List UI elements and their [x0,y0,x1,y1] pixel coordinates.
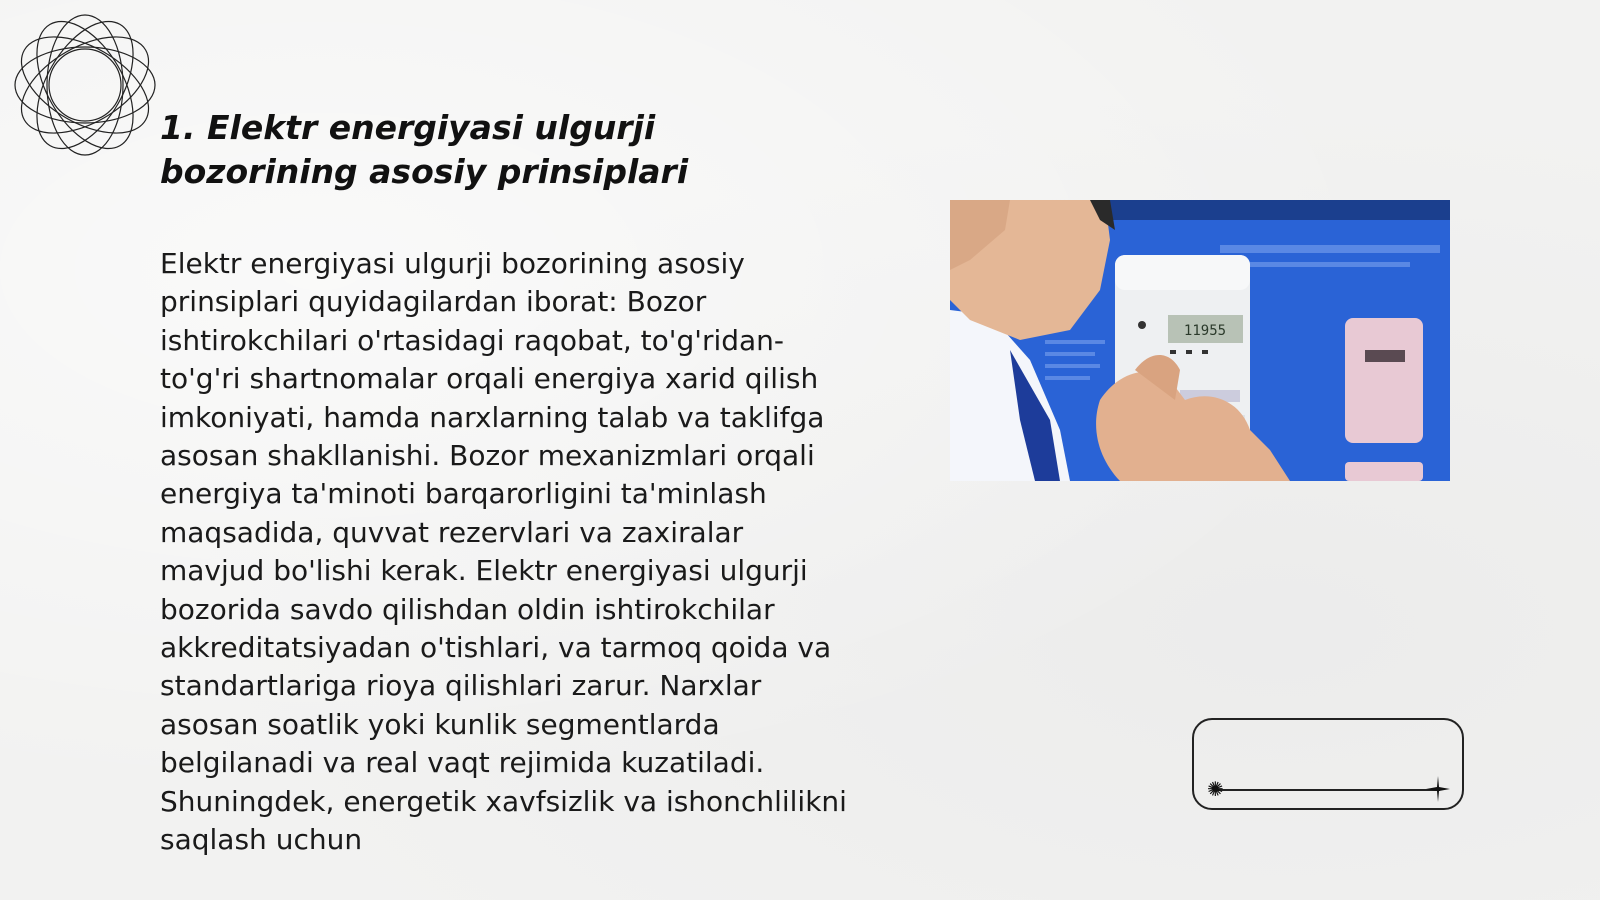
slider-start-glyph: ✺ [1207,777,1224,801]
meter-display: 11955 [1183,323,1227,339]
sparkle-icon [1426,776,1450,802]
slider-track[interactable] [1216,789,1440,791]
slide-title: 1. Elektr energiyasi ulgurji bozorining asosiy prinsiplari [160,108,689,191]
slide-body-text: Elektr energiyasi ulgurji bozorining asosiy prinsiplari quyidagilardan iborat: Bozor ishtirokchilari o'rtasidagi raqobat, to'g'ridan-to'g'ri shartnomalar orqali energiya xarid qilish imkoniyati, hamda narxlarning talab va taklifga asosan shakllanishi. Bozor mexanizmlari orqali energiya ta'minoti barqarorligini ta'minlash maqsadida, quvvat rezervlari va zaxiralar mavjud bo'lishi kerak. Elektr energiyasi ulgurji bozorida savdo qilishdan oldin ishtirokchilar akkreditatsiyadan o'tishlari, va tarmoq qoida va standartlariga rioya qilishlari zarur. Narxlar asosan soatlik yoki kunlik segmentlarda belgilanadi va real vaqt rejimida kuzatiladi. Shuningdek, energetik xavfsizlik va ishonchlilikni saqlash uchun [160,247,847,857]
orbit-rings-icon [10,10,160,160]
slider-frame [1192,718,1464,810]
electricity-meter-photo [950,200,1450,481]
